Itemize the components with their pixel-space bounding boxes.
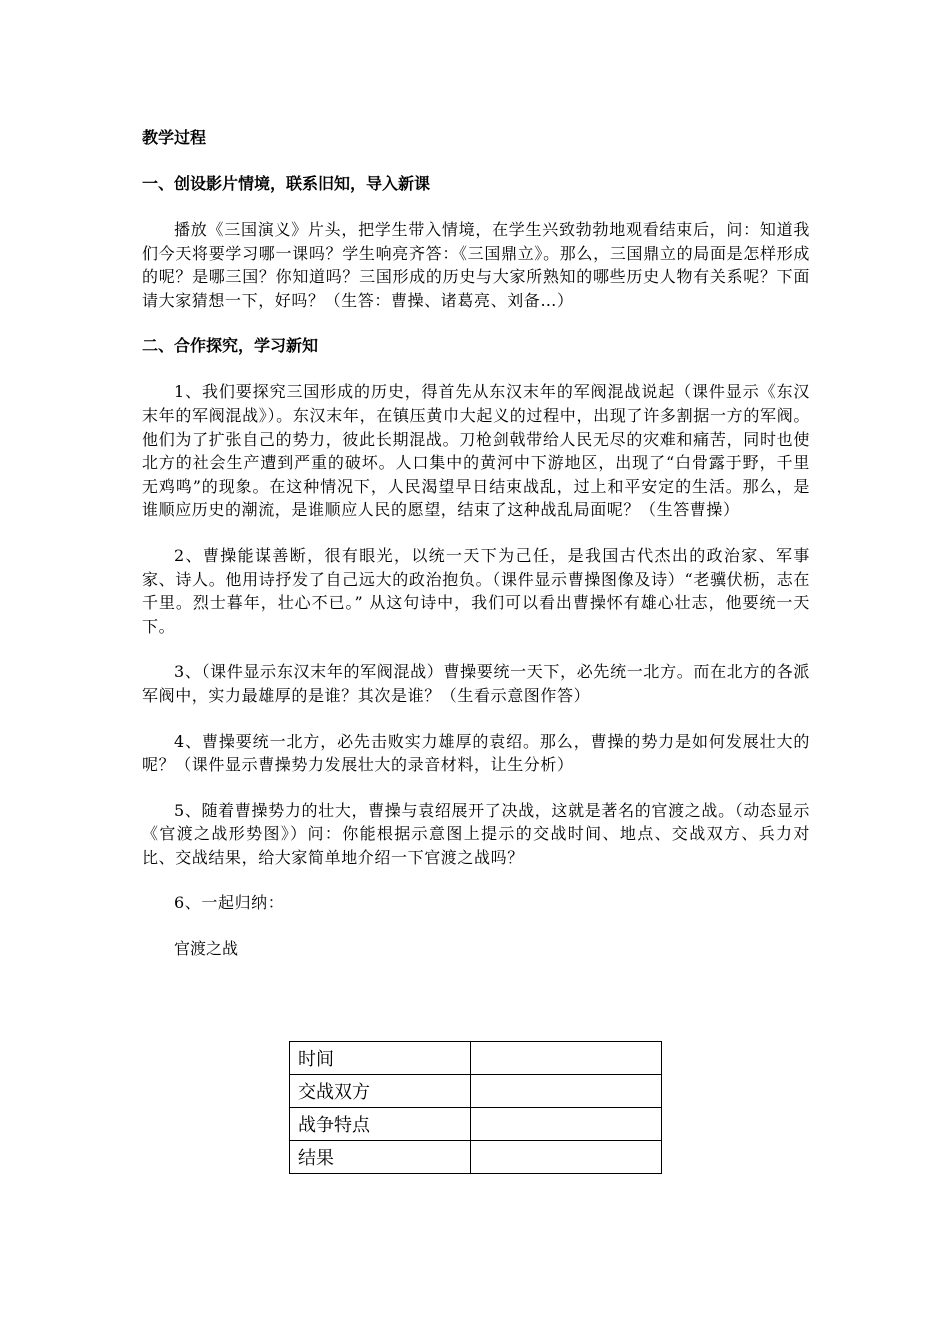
section2-item-1: 1、我们要探究三国形成的历史，得首先从东汉末年的军阀混战说起（课件显示《东汉末年的军阀混战》）。东汉末年，在镇压黄巾大起义的过程中，出现了许多割据一方的军阀。他们为了扩张自己的势力，彼此长期混战。刀枪剑戟带给人民无尽的灾难和痛苦，同时也使北方的社会生产遭到严重的破坏。人口集中的黄河中下游地区，出现了“白骨露于野，千里无鸡鸣”的现象。在这种情况下，人民渴望早日结束战乱，过上和平安定的生活。那么，是谁顺应历史的潮流，是谁顺应人民的愿望，结束了这种战乱局面呢？（生答曹操） [142,382,810,520]
table-cell-label: 时间 [290,1042,471,1075]
section1-paragraph: 播放《三国演义》片头，把学生带入情境，在学生兴致勃勃地观看结束后，问：知道我们今天将要学习哪一课吗？学生响亮齐答：《三国鼎立》。那么，三国鼎立的局面是怎样形成的呢？是哪三国？你知道吗？三国形成的历史与大家所熟知的哪些历史人物有关系呢？下面请大家猜想一下，好吗？（生答：曹操、诸葛亮、刘备…） [142,220,810,310]
section2-item-2: 2、曹操能谋善断，很有眼光，以统一天下为己任，是我国古代杰出的政治家、军事家、诗人。他用诗抒发了自己远大的政治抱负。（课件显示曹操图像及诗）“老骥伏枥，志在千里。烈士暮年，壮心不已。” 从这句诗中，我们可以看出曹操怀有雄心壮志，他要统一天下。 [142,545,810,636]
summary-table [289,1041,662,1174]
table-cell-label: 交战双方 [290,1075,471,1108]
battle-label: 官渡之战 [174,939,239,959]
table-cell-label: 结果 [290,1141,471,1174]
section2-item-6: 6、一起归纳： [174,893,285,913]
table-cell-value[interactable] [471,1141,662,1174]
document-page [142,118,810,961]
table-cell-value[interactable] [471,1042,662,1075]
section2-item-5: 5、随着曹操势力的壮大，曹操与袁绍展开了决战，这就是著名的官渡之战。（动态显示《官渡之战形势图》）问：你能根据示意图上提示的交战时间、地点、交战双方、兵力对比、交战结果，给大家简单地介绍一下官渡之战吗？ [142,800,810,867]
table-row [290,1042,662,1075]
section2-heading: 二、合作探究，学习新知 [142,336,319,356]
table-row [290,1075,662,1108]
page-title: 教学过程 [142,128,207,147]
section2-item-3: 3、（课件显示东汉末年的军阀混战）曹操要统一天下，必先统一北方。而在北方的各派军阀中，实力最雄厚的是谁？其次是谁？（生看示意图作答） [142,662,810,705]
table-row [290,1108,662,1141]
section1-heading: 一、创设影片情境，联系旧知，导入新课 [142,174,431,193]
table-cell-value[interactable] [471,1075,662,1108]
table-cell-value[interactable] [471,1108,662,1141]
table-cell-label: 战争特点 [290,1108,471,1141]
section2-item-4: 4、曹操要统一北方，必先击败实力雄厚的袁绍。那么，曹操的势力是如何发展壮大的呢？（课件显示曹操势力发展壮大的录音材料，让生分析） [142,731,810,775]
table-row [290,1141,662,1174]
